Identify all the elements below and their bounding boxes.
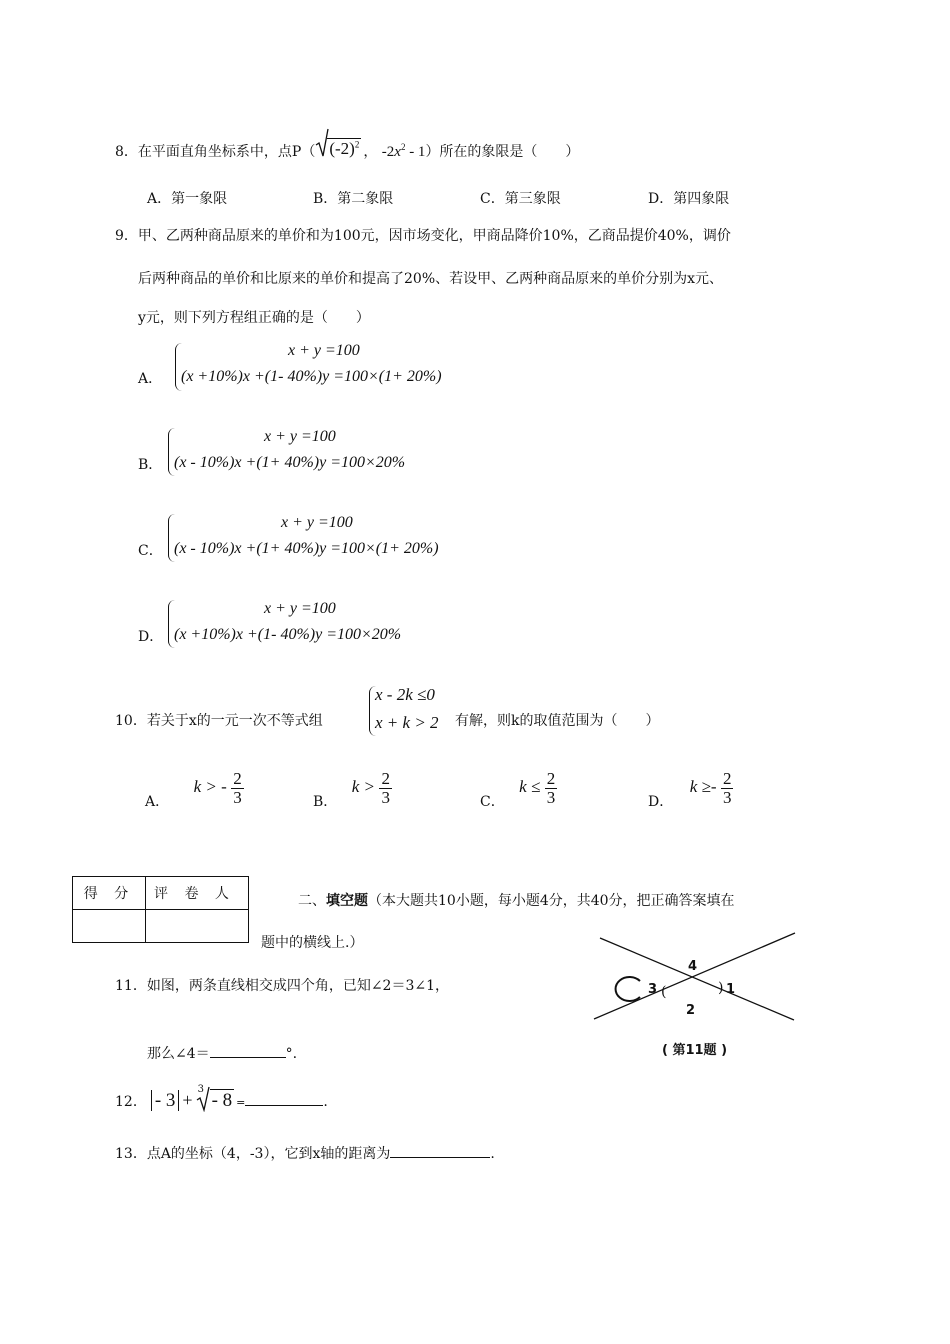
q11-answer-blank[interactable] [210,1057,286,1058]
q9-option-c-label: C． [138,543,163,559]
fraction-numerator: 2 [233,769,242,788]
q8-sqrt-radicand: (-2) [329,139,355,158]
figure-11-lines [592,930,802,1030]
q9-option-d-eq2: (x +10%)x +(1- 40%)y =100×20% [174,626,402,643]
q10-option-d-fraction [721,770,734,807]
score-table [72,876,249,943]
q9-option-a-eq2: (x +10%)x +(1- 40%)y =100×(1+ 20%) [181,368,442,385]
fraction-denominator: 3 [722,787,732,807]
q10-option-d-label: D． [648,794,674,811]
q12-abs [151,1090,180,1111]
q8-sqrt [315,140,361,161]
q9-option-b-eq2: (x - 10%)x +(1+ 40%)y =100×20% [174,454,406,471]
q8-second-exp: 2 [400,142,406,152]
section-2-title: 填空题 [326,893,368,909]
figure-11-paren-left: ( [661,984,667,1000]
q10-ineq-1: x - 2k ≤0 [375,685,435,704]
q8-option-b: B．第二象限 [313,191,394,207]
q8-stem-post: ）所在的象限是（ ） [425,144,580,160]
q10-option-c [480,769,557,811]
fraction-numerator: 2 [722,769,732,788]
radical-sign [196,1086,210,1112]
line-1 [600,938,794,1020]
fraction-denominator: 3 [381,787,390,807]
fraction-denominator: 3 [546,787,556,807]
figure-11-caption: ( 第11题 ) [662,1043,728,1058]
q12-root-index: 3 [197,1084,204,1095]
q8-stem [115,140,579,161]
q12 [115,1084,328,1112]
q12-answer-blank[interactable] [245,1105,323,1106]
grader-cell[interactable] [146,910,249,943]
q9-option-d-label: D． [138,629,164,645]
q9-option-b-label: B． [138,457,163,473]
figure-11-label-4: 4 [688,959,698,974]
grader-header: 评 卷 人 [146,877,249,910]
q8-option-d: D．第四象限 [648,191,730,207]
q9-line-2: 后两种商品的单价和比原来的单价和提高了20%、若设甲、乙两种商品原来的单价分别为x元、 [138,271,724,287]
q11-line-2-pre: 那么∠4＝ [147,1046,210,1062]
q12-post: . [323,1094,328,1110]
q10-option-c-fraction [545,770,558,807]
q11-line-2-post: °. [285,1046,298,1062]
section-2-prefix: 二、 [298,893,326,909]
q10-option-a-label: A． [145,794,170,811]
q9-option-d-eq1: x + y =100 [264,600,336,617]
q9-option-c-eq2: (x - 10%)x +(1+ 40%)y =100×(1+ 20%) [174,540,439,557]
q12-abs-value: - 3 [154,1090,176,1111]
fraction-denominator: 3 [233,787,242,807]
q9-line-3: y元，则下列方程组正确的是（ ） [138,310,370,326]
angle-3-arc [616,977,640,1001]
q8-option-a: A．第一象限 [147,191,228,207]
figure-11-label-3: 3 [648,982,658,997]
q10-option-c-rel: k ≤ [519,777,541,797]
score-header: 得 分 [73,877,146,910]
q8-sqrt-exp: 2 [354,139,360,150]
q8-stem-pre: 8．在平面直角坐标系中，点P（ [115,144,316,160]
q10-option-b-fraction [379,770,392,807]
q8-option-c: C．第三象限 [480,191,561,207]
q9-option-c-eq1: x + y =100 [281,514,353,531]
q8-second-var: x [394,144,401,160]
q8-second-pre: -2 [381,144,395,160]
q13-answer-blank[interactable] [390,1157,490,1158]
q10-stem-pre: 10．若关于x的一元一次不等式组 [115,713,323,729]
figure-11-label-2: 2 [686,1003,696,1018]
q9-option-b-eq1: x + y =100 [264,428,336,445]
q10-option-b [313,769,392,811]
q9-line-1: 9．甲、乙两种商品原来的单价和为100元，因市场变化，甲商品降价10%，乙商品提价40%，调价 [115,228,731,244]
q10-option-d-rel: k ≥- [689,777,717,797]
fraction-numerator: 2 [546,769,556,788]
q13-text: 13．点A的坐标（4，-3），它到x轴的距离为 [115,1146,391,1162]
q11-line-1: 11．如图，两条直线相交成四个角，已知∠2＝3∠1， [115,978,449,994]
q13 [115,1143,495,1163]
figure-11-paren-right: ) [718,980,724,996]
q10-option-b-rel: k > [351,777,376,797]
figure-11-label-1: 1 [726,982,736,997]
score-cell[interactable] [73,910,146,943]
q10-option-b-label: B． [313,794,338,811]
q8-second-post: - 1 [409,144,426,160]
q10-option-a [145,769,244,811]
q10-option-a-fraction [231,770,244,807]
q12-plus: + [182,1090,193,1110]
q12-num: 12． [115,1094,147,1110]
section-2-heading [298,890,735,910]
q10-stem-post: 有解，则k的取值范围为（ ） [455,713,660,729]
q8-second-coordinate [382,144,426,160]
q11-line-2 [147,1043,297,1063]
q13-post: . [490,1146,495,1162]
section-2-desc-2: 题中的横线上.） [261,935,364,951]
q10-ineq-2: x + k > 2 [375,713,439,732]
q12-cube-root [196,1084,235,1112]
section-2-desc-1: （本大题共10小题，每小题4分，共40分，把正确答案填在 [368,893,735,909]
fraction-numerator: 2 [381,769,390,788]
q8-sep: ， [363,144,378,160]
q9-option-a-label: A． [138,371,163,387]
q10-option-d [648,769,733,811]
q12-eq: = [236,1096,246,1109]
q12-root-radicand: - 8 [211,1090,233,1111]
q10-option-a-rel: k > - [193,777,227,797]
q10-option-c-label: C． [480,794,505,811]
q9-option-a-eq1: x + y =100 [288,342,360,359]
